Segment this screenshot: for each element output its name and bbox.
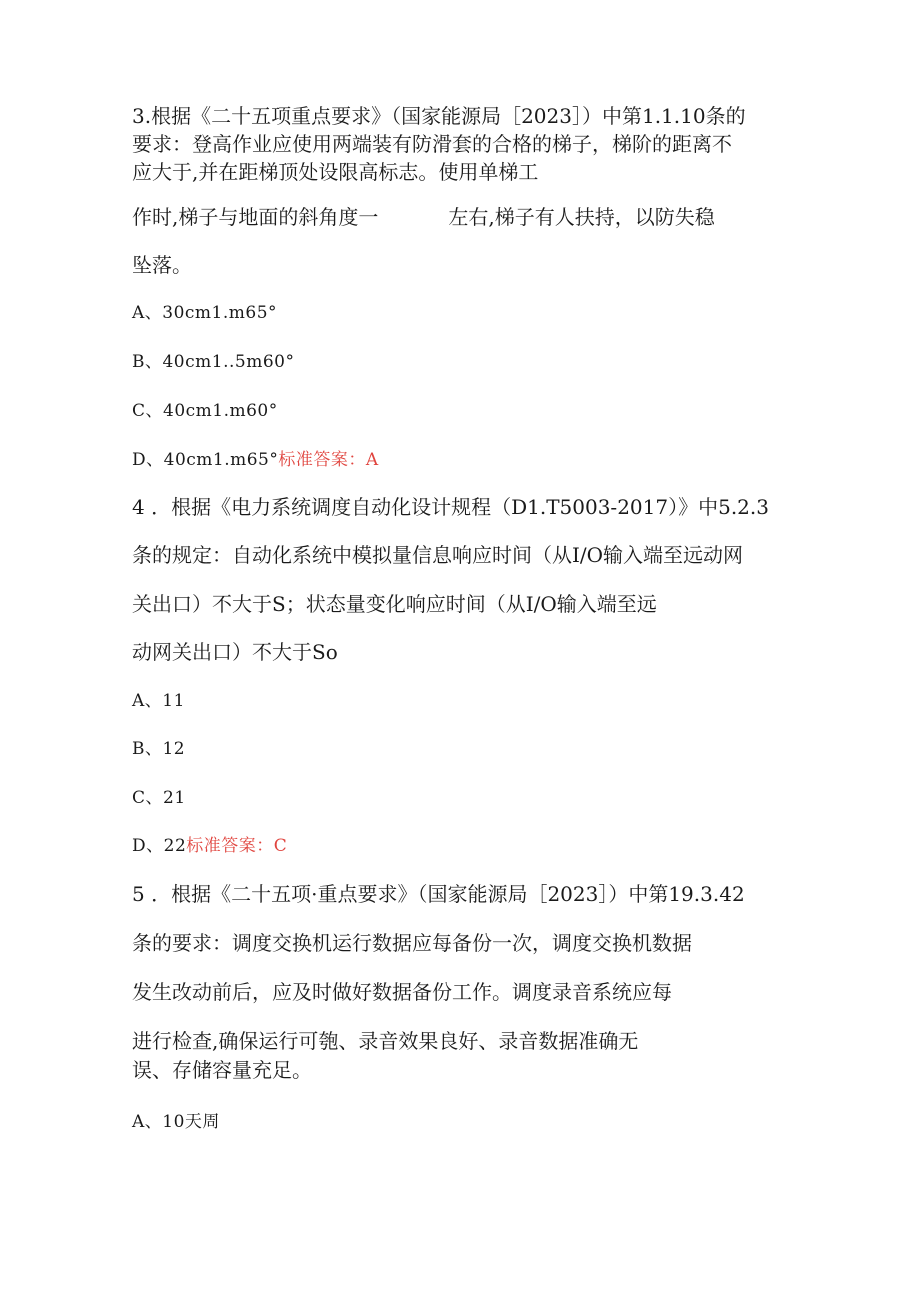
q3-option-a: A、30cm1.m65°	[132, 303, 278, 323]
q5-line-3: 发生改动前后，应及时做好数据备份工作。调度录音系统应每	[132, 980, 672, 1004]
q3-standard-answer: 标准答案：A	[278, 450, 379, 470]
q5-option-a: A、10天周	[132, 1112, 220, 1132]
q3-option-d-text: D、40cm1.m65°	[132, 450, 279, 470]
q4-line-3: 关出口）不大于S；状态量变化响应时间（从I/O输入端至远	[132, 592, 657, 616]
q3-line-3: 应大于,并在距梯顶处设限高标志。使用单梯工	[132, 160, 539, 184]
q4-option-d-text: D、22	[132, 836, 187, 856]
q4-line-4: 动网关出口）不大于So	[132, 640, 338, 664]
q4-option-b: B、12	[132, 739, 186, 759]
q4-option-a: A、11	[132, 691, 185, 711]
q3-line-2: 要求：登高作业应使用两端装有防滑套的合格的梯子，梯阶的距离不	[132, 132, 732, 156]
q4-option-c: C、21	[132, 788, 186, 808]
q4-option-d	[132, 834, 287, 858]
q3-option-d	[132, 448, 379, 472]
q3-line-4	[132, 205, 715, 229]
q5-line-1: 5 ．根据《二十五项·重点要求》（国家能源局［2023］）中第19.3.42	[132, 882, 745, 906]
q4-line-1: 4 ．根据《电力系统调度自动化设计规程（D1.T5003-2017）》中5.2.3	[132, 495, 769, 519]
q3-line-4-part-2: 左右,梯子有人扶持，以防失稳	[448, 205, 715, 229]
q4-line-2: 条的规定：自动化系统中模拟量信息响应时间（从I/O输入端至远动网	[132, 543, 744, 567]
q5-line-5: 误、存储容量充足。	[132, 1058, 312, 1082]
q5-line-2: 条的要求：调度交换机运行数据应每备份一次，调度交换机数据	[132, 931, 692, 955]
q3-line-5: 坠落。	[132, 253, 192, 277]
q3-option-b: B、40cm1..5m60°	[132, 352, 295, 372]
q3-line-4-part-1: 作时,梯子与地面的斜角度一	[132, 205, 379, 229]
q3-line-1: 3.根据《二十五项重点要求》（国家能源局［2023］）中第1.1.10条的	[132, 104, 746, 128]
q3-option-c: C、40cm1.m60°	[132, 401, 278, 421]
q5-line-4: 进行检查,确保运行可匏、录音效果良好、录音数据准确无	[132, 1029, 639, 1053]
q4-standard-answer: 标准答案：C	[186, 836, 288, 856]
